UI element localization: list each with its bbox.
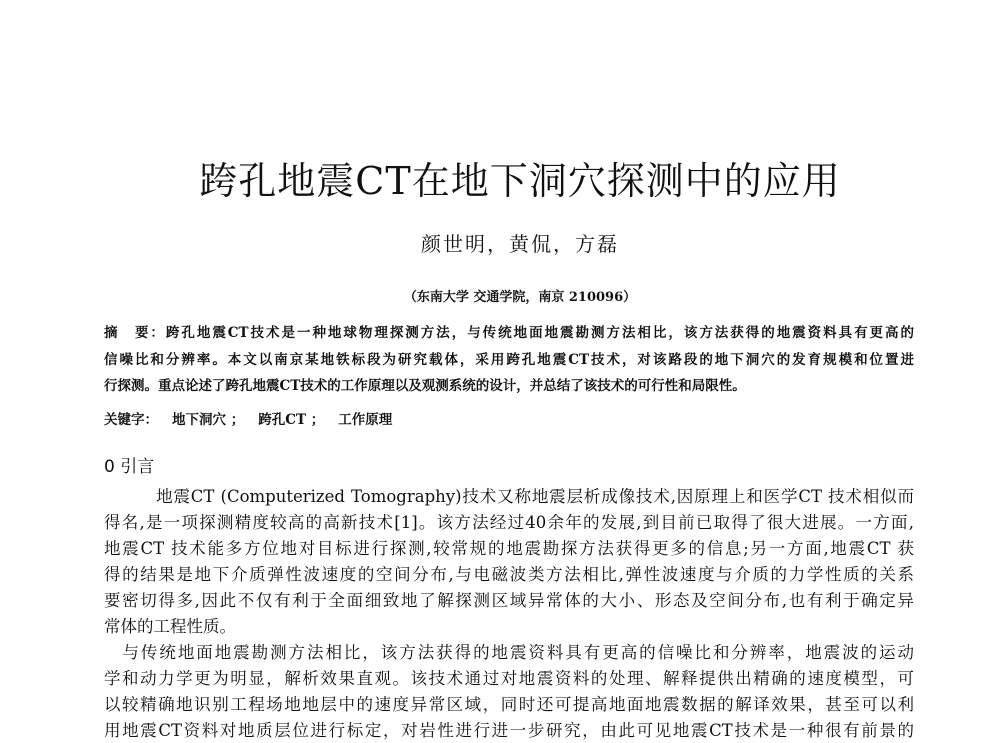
body-line: 常体的工程性质。	[104, 617, 236, 636]
affiliation: （东南大学 交通学院，南京 210096）	[403, 290, 637, 305]
authors: 颜世明，黄侃，方磊	[421, 232, 619, 256]
body-line: 得的结果是地下介质弹性波速度的空间分布,与电磁波类方法相比,弹性波速度与介质的力学性质的关系	[104, 565, 914, 584]
paper-title: 跨孔地震CT在地下洞穴探测中的应用	[199, 159, 841, 203]
body-line: 地震CT 技术能多方位地对目标进行探测,较常规的地震勘探方法获得更多的信息;另一方面,地震CT 获	[104, 539, 914, 558]
body-line: 得名,是一项探测精度较高的高新技术[1]。该方法经过40余年的发展,到目前已取得了很大进展。一方面,	[104, 513, 914, 532]
body-line: 要密切得多,因此不仅有利于全面细致地了解探测区域异常体的大小、形态及空间分布,也有利于确定异	[104, 591, 914, 610]
keywords	[104, 408, 406, 428]
body-line: 地震CT (Computerized Tomography)技术又称地震层析成像技术,因原理上和医学CT 技术相似而	[104, 487, 914, 506]
body-line: 与传统地面地震勘测方法相比，该方法获得的地震资料具有更高的信噪比和分辨率，地震波的运动	[104, 643, 914, 662]
body-line: 以较精确地识别工程场地地层中的速度异常区域，同时还可提高地面地震数据的解译效果，甚至可以利	[104, 695, 914, 714]
body-line: 用地震CT资料对地质层位进行标定，对岩性进行进一步研究，由此可见地震CT技术是一种很有前景的	[104, 721, 914, 740]
keyword: 跨孔CT ；	[258, 412, 325, 428]
abstract-line: 信噪比和分辨率。本文以南京某地铁标段为研究载体，采用跨孔地震CT技术，对该路段的地下洞穴的发育规模和位置进	[104, 351, 914, 368]
keyword: 地下洞穴 ；	[172, 412, 245, 428]
abstract-line: 摘 要：跨孔地震CT技术是一种地球物理探测方法，与传统地面地震勘测方法相比，该方法获得的地震资料具有更高的	[104, 325, 914, 341]
abstract-line: 行探测。重点论述了跨孔地震CT技术的工作原理以及观测系统的设计，并总结了该技术的可行性和局限性。	[104, 378, 746, 394]
section-heading: 0 引言	[104, 457, 155, 477]
body-line: 学和动力学更为明显，解析效果直观。该技术通过对地震资料的处理、解释提供出精确的速度模型，可	[104, 669, 914, 688]
keywords-label: 关键字：	[104, 412, 158, 428]
keyword: 工作原理	[338, 412, 393, 428]
